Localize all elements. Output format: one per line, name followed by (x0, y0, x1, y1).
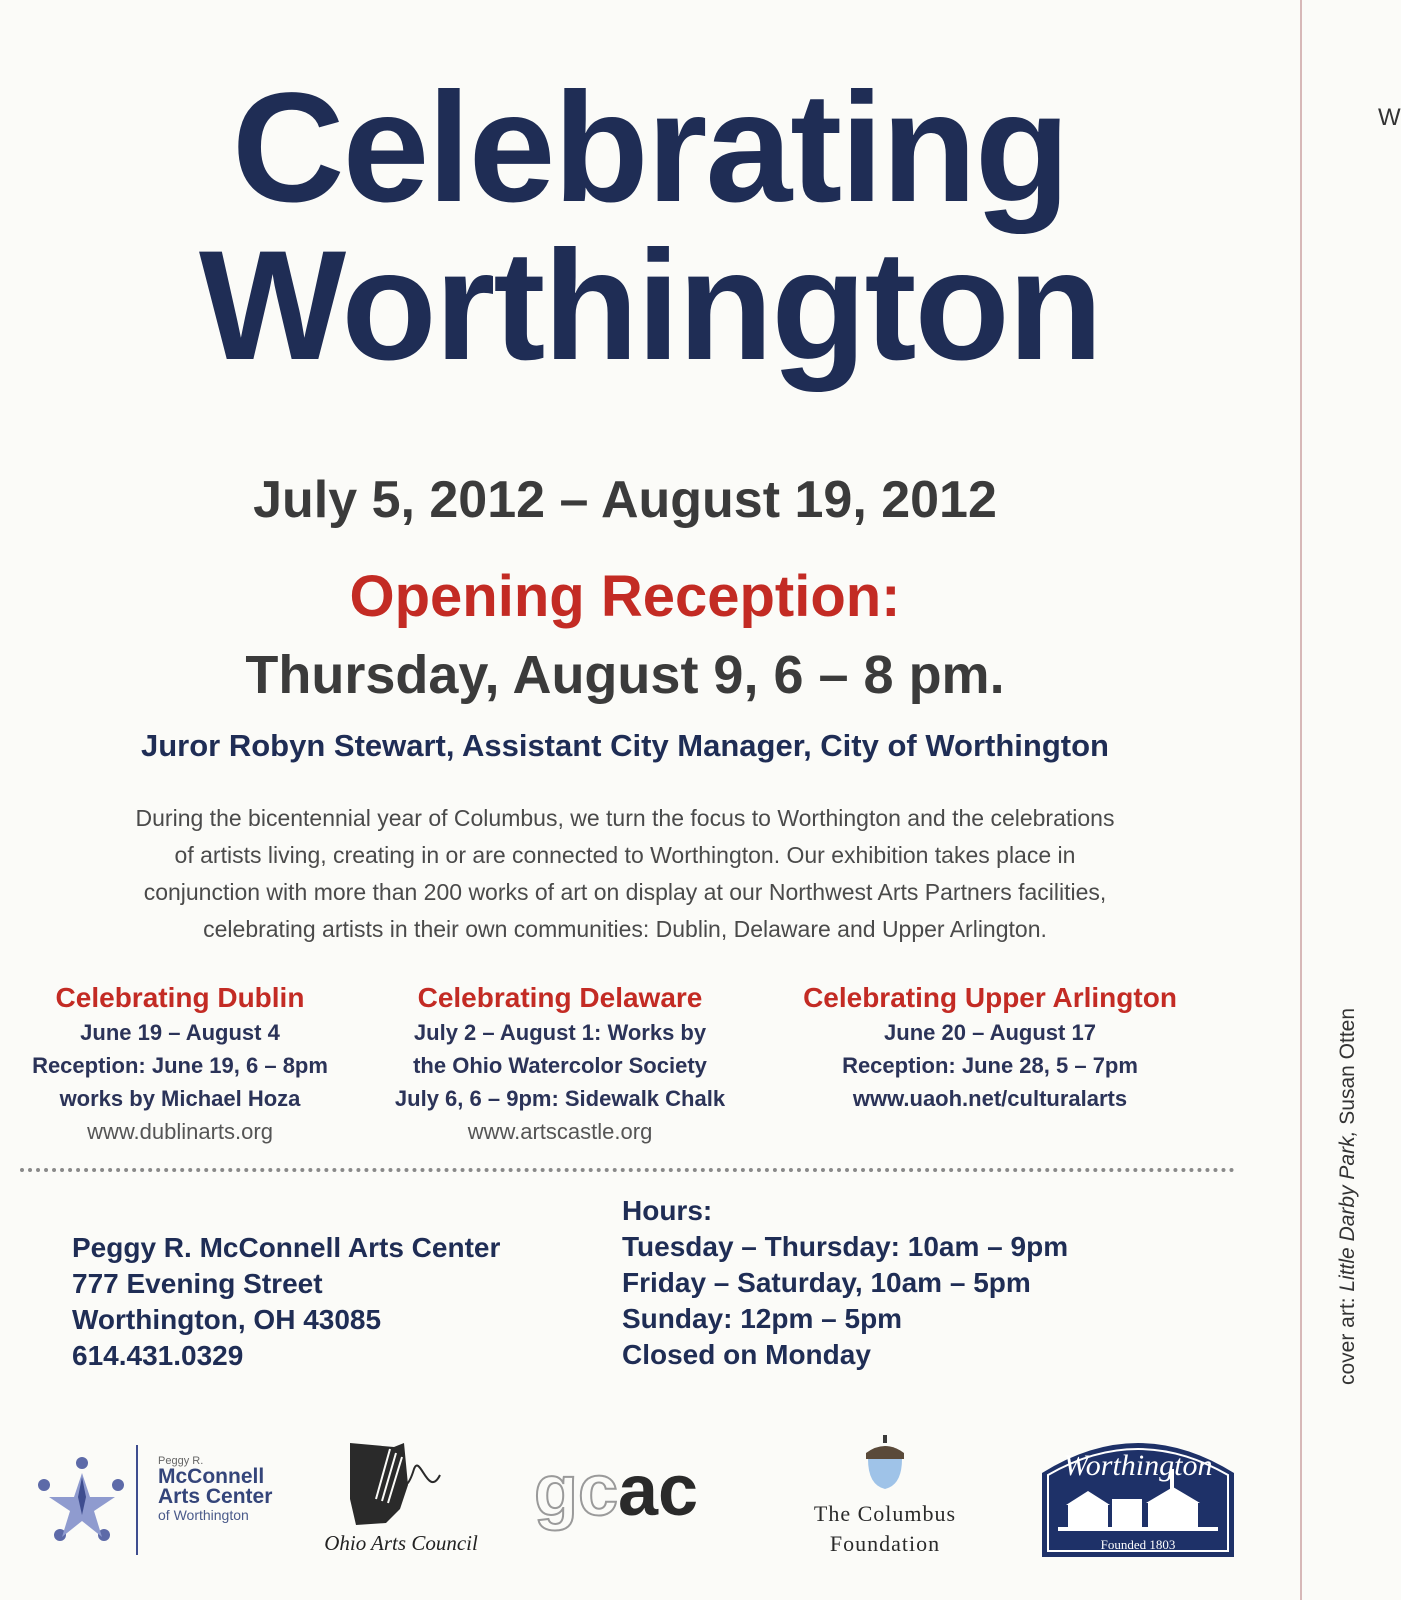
title-line-2: Worthington (198, 219, 1102, 393)
columbus-foundation-logo (780, 1433, 990, 1563)
mcconnell-small: Peggy R. (158, 1455, 204, 1467)
page-fold-line (1300, 0, 1302, 1600)
event-line: www.uaoh.net/culturalarts (852, 1086, 1128, 1111)
event-line: June 19 – August 4 (80, 1020, 280, 1045)
description-line: celebrating artists in their own communities: Dublin, Delaware and Upper Arlington. (203, 916, 1047, 942)
venue-address (72, 1230, 500, 1374)
event-line: July 2 – August 1: Works by (413, 1020, 707, 1045)
event-line: Reception: June 28, 5 – 7pm (842, 1053, 1138, 1078)
event-url: www.artscastle.org (467, 1119, 653, 1144)
sponsor-logos (0, 1425, 1260, 1565)
event-line: June 20 – August 17 (884, 1020, 1096, 1045)
dotted-divider (20, 1168, 1235, 1172)
star-mark-icon (20, 1445, 150, 1555)
hours-heading: Hours: (622, 1195, 713, 1226)
event-delaware (380, 980, 740, 1148)
gcac-logo (534, 1451, 724, 1535)
juror-line: Juror Robyn Stewart, Assistant City Manager, City of Worthington (141, 728, 1109, 763)
gcac-outline-letters: gc (534, 1451, 619, 1531)
credit-title: Little Darby Park, (1336, 1130, 1359, 1292)
phone-number: 614.431.0329 (72, 1340, 244, 1371)
exhibition-dates: July 5, 2012 – August 19, 2012 (253, 471, 997, 529)
address-line: 777 Evening Street (72, 1268, 323, 1299)
opening-reception-time: Thursday, August 9, 6 – 8 pm. (245, 645, 1005, 705)
mcconnell-logo (20, 1445, 290, 1555)
mcconnell-arts-center: Arts Center (158, 1485, 273, 1508)
title-line-1: Celebrating (231, 61, 1069, 235)
worthington-city-logo (1038, 1433, 1238, 1563)
cover-art-credit (1336, 1008, 1360, 1385)
event-url: www.dublinarts.org (87, 1119, 273, 1144)
description-line: conjunction with more than 200 works of art on display at our Northwest Arts Partners facilities, (143, 879, 1107, 905)
adjacent-page-letter: W (1378, 104, 1401, 131)
worthington-founded: Founded 1803 (1100, 1537, 1176, 1552)
hours-line: Tuesday – Thursday: 10am – 9pm (622, 1231, 1069, 1262)
acorn-icon (860, 1433, 910, 1493)
venue-hours (622, 1193, 1068, 1373)
hours-line: Sunday: 12pm – 5pm (622, 1303, 903, 1334)
description-line: During the bicentennial year of Columbus, we turn the focus to Worthington and the celebrations (135, 805, 1115, 831)
credit-prefix: cover art: (1336, 1291, 1359, 1385)
event-heading: Celebrating Dublin (55, 982, 305, 1013)
cf-line-2: Foundation (829, 1531, 941, 1556)
mcconnell-sub: of Worthington (158, 1507, 249, 1523)
event-line: the Ohio Watercolor Society (413, 1053, 707, 1078)
worthington-seal-title: Worthington (1063, 1449, 1213, 1482)
event-dublin (10, 980, 350, 1148)
credit-artist: Susan Otten (1336, 1007, 1359, 1131)
description-line: of artists living, creating in or are connected to Worthington. Our exhibition takes place in (174, 842, 1076, 868)
event-heading: Celebrating Delaware (417, 982, 703, 1013)
gcac-solid-letters: ac (618, 1451, 699, 1531)
address-line: Worthington, OH 43085 (72, 1304, 382, 1335)
event-line: July 6, 6 – 9pm: Sidewalk Chalk (394, 1086, 726, 1111)
event-heading: Celebrating Upper Arlington (803, 982, 1177, 1013)
address-line: Peggy R. McConnell Arts Center (72, 1232, 501, 1263)
event-line: works by Michael Hoza (59, 1086, 301, 1111)
ohio-arts-council-logo (316, 1439, 486, 1559)
opening-reception-heading: Opening Reception: (349, 564, 901, 629)
ohio-state-icon (316, 1439, 486, 1529)
mcconnell-wordmark (158, 1455, 272, 1523)
hours-line: Closed on Monday (622, 1339, 871, 1370)
cf-line-1: The Columbus (813, 1501, 957, 1526)
columbus-foundation-label (780, 1499, 990, 1559)
description (20, 800, 1230, 948)
ohio-arts-council-label: Ohio Arts Council (324, 1531, 478, 1555)
mcconnell-name: McConnell (158, 1465, 265, 1488)
hours-line: Friday – Saturday, 10am – 5pm (622, 1267, 1031, 1298)
event-line: Reception: June 19, 6 – 8pm (32, 1053, 328, 1078)
event-upper-arlington (760, 980, 1220, 1115)
